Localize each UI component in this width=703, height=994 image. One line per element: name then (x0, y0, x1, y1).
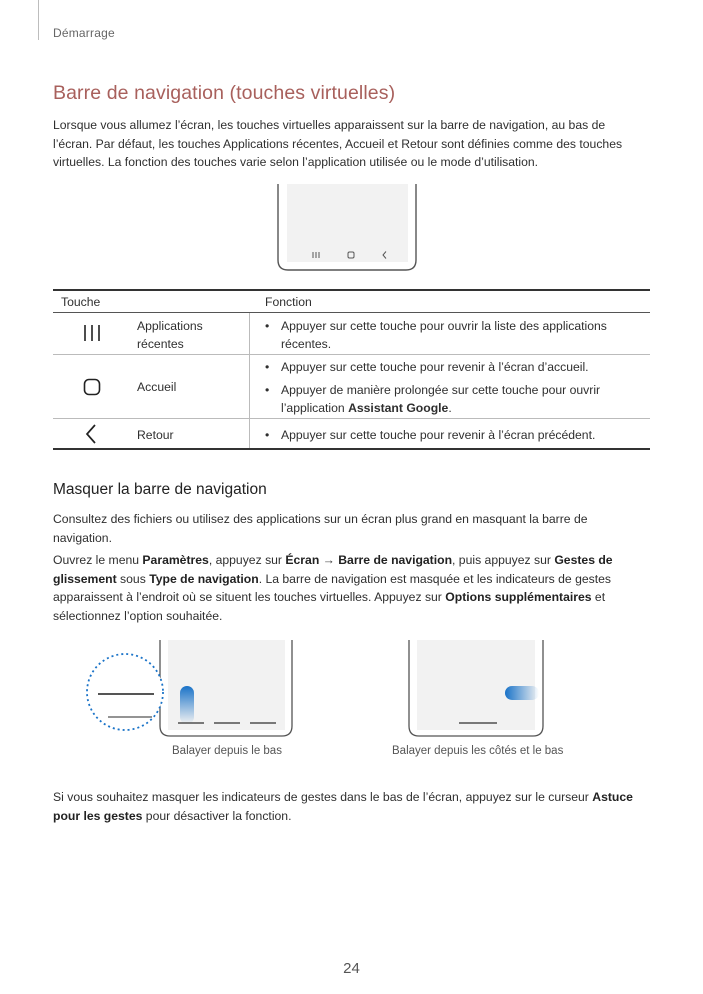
menu-gestes: Gestes de (554, 553, 613, 567)
margin-rule (38, 0, 39, 40)
subsection-paragraph-3 (53, 788, 633, 825)
bullet-text-line: récentes. (281, 337, 332, 351)
table-bottom-rule (53, 448, 650, 450)
paragraph-line (53, 788, 633, 807)
function-bullet (265, 317, 607, 353)
key-name-back: Retour (137, 428, 174, 442)
intro-line: Lorsque vous allumez l’écran, les touches virtuelles apparaissent sur la barre de navigation, au bas de (53, 118, 606, 132)
text-span: → (319, 553, 339, 567)
bullet-dot: • (265, 319, 270, 333)
bullet-dot: • (265, 383, 270, 397)
function-bullet (265, 381, 601, 417)
menu-pour-les-gestes: pour les gestes (53, 808, 143, 823)
subsection-paragraph-2 (53, 551, 613, 625)
section-label: Démarrage (53, 26, 115, 40)
key-name-line: Applications (137, 319, 203, 333)
menu-ecran: Écran (285, 553, 320, 567)
text-span: pour désactiver la fonction. (142, 808, 292, 823)
bullet-text-line: Appuyer sur cette touche pour ouvrir la liste des applications (281, 319, 607, 333)
text-span: , puis appuyez sur (452, 553, 555, 567)
bullet-dot: • (265, 360, 270, 374)
text-span: Ouvrez le menu (53, 553, 143, 567)
paragraph-line (53, 551, 613, 570)
table-top-rule (53, 289, 650, 291)
subsection-title: Masquer la barre de navigation (53, 481, 267, 498)
menu-parametres: Paramètres (142, 553, 209, 567)
function-bullet (265, 426, 596, 444)
intro-line: l’écran. Par défaut, les touches Applications récentes, Accueil et Retour sont définies comme des touches (53, 136, 623, 151)
caption-swipe-bottom: Balayer depuis le bas (172, 745, 282, 757)
swipe-from-bottom-illustration (84, 640, 294, 740)
paragraph-line: sélectionnez l’option souhaitée. (53, 608, 223, 623)
text-span: et (591, 590, 606, 604)
bullet-text-line: Appuyer de manière prolongée sur cette touche pour ouvrir (281, 383, 601, 397)
menu-type-navigation: Type de navigation (149, 571, 259, 586)
bullet-text-span: l’application (281, 401, 349, 415)
table-header-touche: Touche (61, 295, 101, 309)
text-span: Si vous souhaitez masquer les indicateurs de gestes dans le bas de l’écran, appuyez sur le curseur (53, 790, 593, 804)
bullet-text-span: . (448, 401, 452, 415)
table-row-rule (53, 354, 650, 355)
table-header-fonction: Fonction (265, 295, 312, 309)
caption-swipe-sides: Balayer depuis les côtés et le bas (392, 745, 564, 757)
bullet-text-line: Appuyer sur cette touche pour revenir à l’écran d’accueil. (281, 360, 589, 374)
page-title: Barre de navigation (touches virtuelles) (53, 82, 396, 104)
phone-navbar-illustration (276, 184, 426, 272)
paragraph-line: navigation. (53, 530, 112, 545)
subsection-paragraph-1 (53, 510, 588, 547)
back-icon (83, 423, 101, 445)
table-row-rule (53, 418, 650, 419)
text-span: sous (116, 571, 150, 586)
key-name-recent-apps (137, 317, 203, 353)
table-header-rule (53, 312, 650, 313)
key-name-line: récentes (137, 337, 184, 351)
text-span: apparaissent à l’endroit où se situent les touches virtuelles. Appuyez sur (53, 590, 446, 604)
bullet-text-line: Appuyer sur cette touche pour revenir à l’écran précédent. (281, 428, 596, 442)
text-span: . La barre de navigation est masquée et les indicateurs de gestes (258, 571, 611, 586)
page-number: 24 (343, 960, 360, 977)
table-column-divider (249, 313, 250, 449)
recent-apps-icon (81, 323, 103, 343)
menu-glissement: glissement (53, 571, 117, 586)
swipe-from-sides-illustration (405, 640, 550, 738)
swipe-side-indicator (505, 686, 539, 700)
paragraph-line (53, 807, 633, 826)
bullet-text-line (281, 399, 600, 417)
paragraph-line (53, 570, 613, 589)
paragraph-line: Consultez des fichiers ou utilisez des applications sur un écran plus grand en masquant la barre de (53, 512, 588, 526)
paragraph-line (53, 588, 613, 607)
navigation-keys-table (53, 289, 650, 451)
text-span: , appuyez sur (208, 553, 286, 567)
menu-astuce: Astuce (592, 790, 633, 804)
menu-barre-navigation: Barre de navigation (338, 553, 453, 567)
menu-options-supplementaires: Options supplémentaires (445, 590, 592, 604)
key-name-home: Accueil (137, 380, 177, 394)
function-bullet (265, 358, 589, 376)
home-icon (82, 377, 102, 397)
assistant-google-bold: Assistant Google (348, 401, 449, 415)
swipe-up-indicator (180, 686, 194, 724)
bullet-dot: • (265, 428, 270, 442)
intro-paragraph (53, 116, 622, 172)
intro-line: virtuelles. La fonction des touches varie selon l’application utilisée ou le mode d’utilisation. (53, 155, 539, 169)
